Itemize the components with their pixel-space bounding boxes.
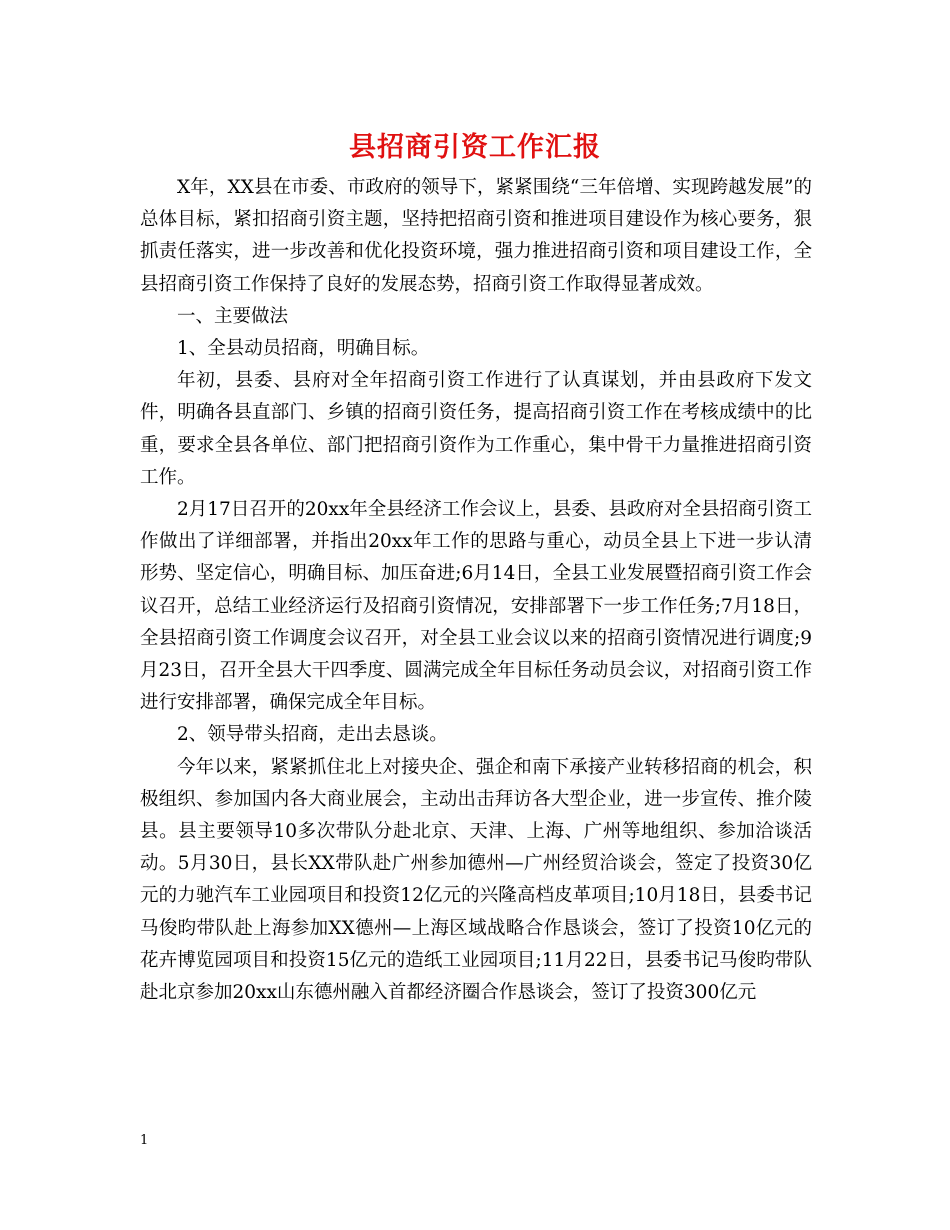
page-number: 1	[140, 1133, 149, 1148]
section-heading-main-practices: 一、主要做法	[177, 305, 289, 327]
paragraph-meetings: 2月17日召开的20xx年全县经济工作会议上，县委、县政府对全县招商引资工作做出了详细部署，并指出20xx年工作的思路与重心，动员全县上下进一步认清形势、坚定信心，明确目标、加压奋进;6月14日，全县工业发展暨招商引资工作会议召开，总结工业经济运行及招商引资情况，安排部署下一步工作任务;7月18日，全县招商引资工作调度会议召开，对全县工业会议以来的招商引资情况进行调度;9月23日，召开全县大干四季度、圆满完成全年目标任务动员会议，对招商引资工作进行安排部署，确保完成全年目标。	[140, 499, 812, 714]
paragraph-annual-planning: 年初，县委、县府对全年招商引资工作进行了认真谋划，并由县政府下发文件，明确各县直部门、乡镇的招商引资任务，提高招商引资工作在考核成绩中的比重，要求全县各单位、部门把招商引资作为工作重心，集中骨干力量推进招商引资工作。	[140, 370, 812, 488]
paragraph-intro: X年，XX县在市委、市政府的领导下，紧紧围绕“三年倍增、实现跨越发展”的总体目标，紧扣招商引资主题，坚持把招商引资和推进项目建设作为核心要务，狠抓责任落实，进一步改善和优化投资环境，强力推进招商引资和项目建设工作，全县招商引资工作保持了良好的发展态势，招商引资工作取得显著成效。	[140, 177, 812, 295]
page-title: 县招商引资工作汇报	[349, 132, 601, 163]
subheading-mobilization: 1、全县动员招商，明确目标。	[177, 338, 430, 360]
paragraph-investment-trips: 今年以来，紧紧抓住北上对接央企、强企和南下承接产业转移招商的机会，积极组织、参加国内各大商业展会，主动出击拜访各大型企业，进一步宣传、推介陵县。县主要领导10多次带队分赴北京、天津、上海、广州等地组织、参加洽谈活动。5月30日，县长XX带队赴广州参加德州—广州经贸洽谈会，签定了投资30亿元的力驰汽车工业园项目和投资12亿元的兴隆高档皮革项目;10月18日，县委书记马俊昀带队赴上海参加XX德州—上海区域战略合作恳谈会，签订了投资10亿元的花卉博览园项目和投资15亿元的造纸工业园项目;11月22日，县委书记马俊昀带队赴北京参加20xx山东德州融入首都经济圈合作恳谈会，签订了投资300亿元	[140, 756, 812, 1004]
subheading-leadership: 2、领导带头招商，走出去恳谈。	[177, 724, 448, 746]
document-body	[140, 172, 812, 1009]
